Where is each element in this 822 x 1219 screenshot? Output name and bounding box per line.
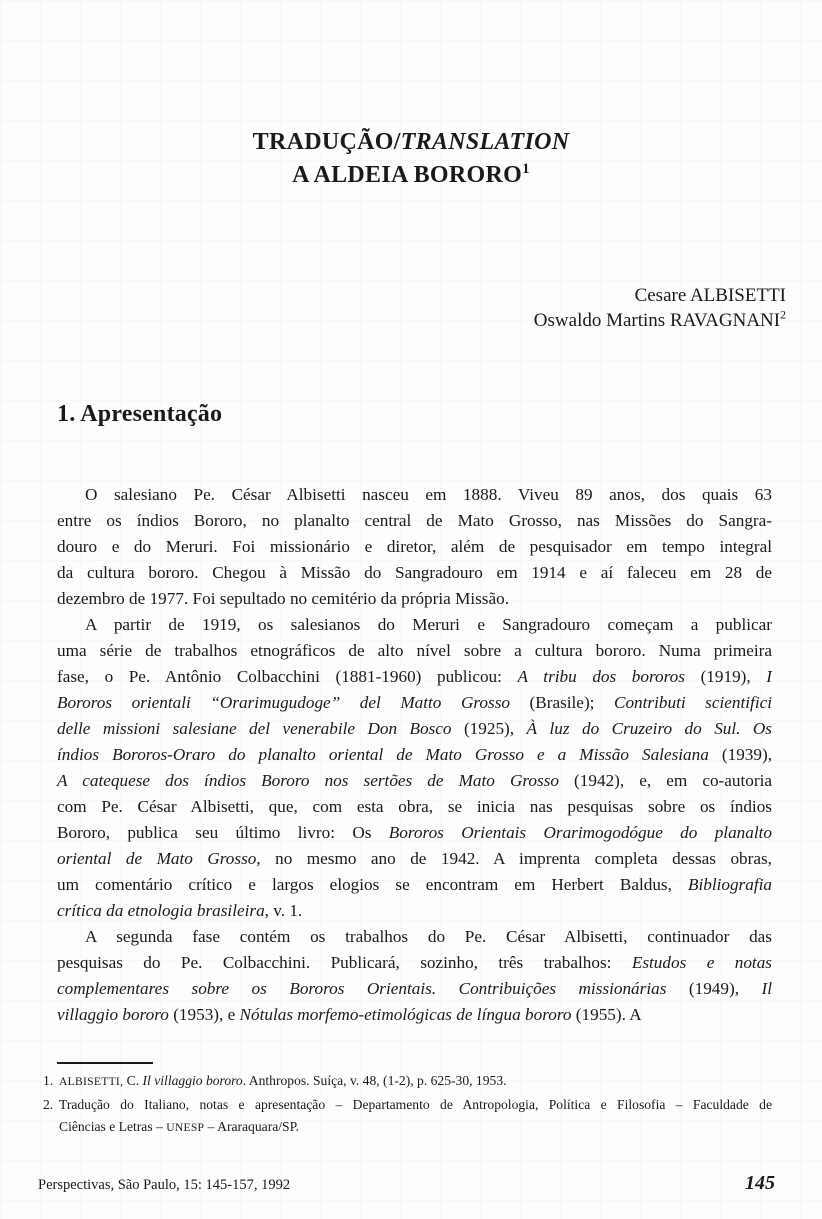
text-segment: O salesiano Pe. César Albisetti nasceu em 1888. Viveu 89 anos, dos quais 63 — [85, 485, 772, 504]
paragraph — [57, 612, 772, 924]
title-kicker — [0, 126, 822, 159]
author-name — [534, 283, 786, 308]
text-line — [57, 586, 772, 612]
text-segment: um comentário crítico e largos elogios se encontram em Herbert Baldus, — [57, 875, 688, 894]
footnote-number: 1. — [43, 1073, 54, 1088]
text-line — [57, 482, 772, 508]
text-segment: TRADUÇÃO/ — [252, 129, 401, 155]
footnote — [43, 1094, 772, 1140]
text-line — [57, 846, 772, 872]
text-segment: (Brasile); — [509, 693, 614, 712]
text-segment: (1949), — [666, 979, 762, 998]
text-line — [57, 664, 772, 690]
text-segment: entre os índios Bororo, no planalto central de Mato Grosso, nas Missões do Sangra- — [57, 511, 772, 530]
text-segment: A catequese dos índios Bororo nos sertões de Mato Grosso — [57, 771, 559, 790]
text-segment: A segunda fase contém os trabalhos do Pe. César Albisetti, continuador das — [85, 927, 772, 946]
text-segment: da cultura bororo. Chegou à Missão do Sangradouro em 1914 e aí faleceu em 28 de — [57, 563, 772, 582]
text-segment: complementares sobre os Bororos Orientais. Contribuições missionárias — [57, 979, 667, 998]
text-segment: Tradução do Italiano, notas e apresentação – Departamento de Antropologia, Política e Filosofia – Faculdade de — [59, 1096, 772, 1112]
text-segment: A ALDEIA BORORO — [292, 162, 523, 188]
text-line — [57, 1002, 772, 1028]
text-segment: UNESP — [166, 1121, 205, 1134]
text-segment: Oswaldo Martins RAVAGNANI — [533, 310, 781, 331]
text-line — [57, 742, 772, 768]
text-line — [57, 612, 772, 638]
text-segment: Nótulas morfemo-etimológicas de língua bororo — [239, 1005, 572, 1024]
text-segment: villaggio bororo — [57, 1005, 169, 1024]
page-number: 145 — [745, 1172, 775, 1194]
text-segment: Contributi scientifici — [614, 693, 772, 712]
title-main — [0, 159, 822, 192]
journal-citation: Perspectivas, São Paulo, 15: 145-157, 1992 — [38, 1177, 291, 1193]
text-segment: Bororos orientali “Orarimugudoge” del Matto Grosso — [57, 693, 510, 712]
text-segment: com Pe. César Albisetti, que, com esta obra, se inicia nas pesquisas sobre os índios — [57, 797, 772, 816]
text-line — [57, 872, 772, 898]
text-segment: C. — [123, 1073, 143, 1088]
text-segment: À luz do Cruzeiro do Sul. Os — [526, 719, 772, 738]
footnotes — [43, 1070, 772, 1140]
text-line — [57, 794, 772, 820]
text-segment: A partir de 1919, os salesianos do Meruri e Sangradouro começam a publicar — [85, 615, 772, 634]
text-segment: . Anthropos. Suíça, v. 48, (1-2), p. 625-30, 1953. — [242, 1073, 507, 1088]
text-segment: (1919), — [684, 667, 767, 686]
text-segment: ALBISETTI, — [59, 1075, 124, 1088]
text-line — [57, 898, 772, 924]
footnote-line — [59, 1070, 772, 1094]
text-segment: , no mesmo ano de 1942. A imprenta completa dessas obras, — [256, 849, 772, 868]
text-segment: índios Bororos-Oraro do planalto oriental de Mato Grosso e a Missão Salesiana — [57, 745, 709, 764]
page-footer — [38, 1172, 775, 1195]
text-segment: dezembro de 1977. Foi sepultado no cemitério da própria Missão. — [57, 589, 510, 608]
text-line — [57, 976, 772, 1002]
footnote-line — [59, 1094, 772, 1117]
text-segment: uma série de trabalhos etnográficos de alto nível sobre a cultura bororo. Numa primeira — [57, 641, 772, 660]
text-segment: Il villaggio bororo — [142, 1073, 243, 1088]
text-line — [57, 950, 772, 976]
text-segment: Ciências e Letras – — [59, 1119, 167, 1134]
text-line — [57, 560, 772, 586]
text-segment: A tribu dos bororos — [517, 667, 685, 686]
text-segment: I — [766, 667, 773, 686]
text-segment: (1953), e — [168, 1005, 240, 1024]
text-segment: oriental de Mato Grosso — [57, 849, 257, 868]
text-segment: Cesare ALBISETTI — [634, 285, 786, 306]
text-line — [57, 768, 772, 794]
text-line — [57, 638, 772, 664]
text-line — [57, 690, 772, 716]
text-segment: Bororo, publica seu último livro: Os — [57, 823, 389, 842]
text-segment: (1955). A — [571, 1005, 642, 1024]
article-title — [0, 126, 822, 192]
text-segment: (1942), e, em co-autoria — [558, 771, 772, 790]
text-segment: Bororos Orientais Orarimogodógue do planalto — [388, 823, 772, 842]
author-block — [534, 283, 786, 333]
footnote — [43, 1070, 772, 1094]
text-segment: fase, o Pe. Antônio Colbacchini (1881-1960) publicou: — [57, 667, 518, 686]
article-body — [57, 482, 772, 1028]
section-heading: 1. Apresentação — [57, 401, 223, 427]
text-line — [57, 508, 772, 534]
text-segment: (1939), — [708, 745, 772, 764]
text-segment: crítica da etnologia brasileira — [57, 901, 265, 920]
text-line — [57, 820, 772, 846]
paragraph — [57, 482, 772, 612]
text-segment: pesquisas do Pe. Colbacchini. Publicará, sozinho, três trabalhos: — [57, 953, 632, 972]
text-segment: Estudos e notas — [631, 953, 772, 972]
footnote-number: 2. — [43, 1096, 54, 1112]
text-line — [57, 924, 772, 950]
text-segment: Il — [761, 979, 773, 998]
author-name — [534, 308, 786, 333]
paragraph — [57, 924, 772, 1028]
text-segment: 2 — [780, 308, 786, 322]
footnote-line — [59, 1116, 772, 1140]
text-segment: TRANSLATION — [400, 129, 570, 155]
text-segment: douro e do Meruri. Foi missionário e diretor, além de pesquisador em tempo integral — [57, 537, 772, 556]
text-segment: – Araraquara/SP. — [204, 1119, 300, 1134]
text-segment: (1925), — [451, 719, 527, 738]
text-segment: , v. 1. — [264, 901, 303, 920]
footnote-separator — [57, 1062, 153, 1064]
text-line — [57, 534, 772, 560]
text-segment: 1 — [522, 161, 530, 177]
text-segment: delle missioni salesiane del venerabile Don Bosco — [57, 719, 452, 738]
text-line — [57, 716, 772, 742]
text-segment: Bibliografia — [687, 875, 772, 894]
